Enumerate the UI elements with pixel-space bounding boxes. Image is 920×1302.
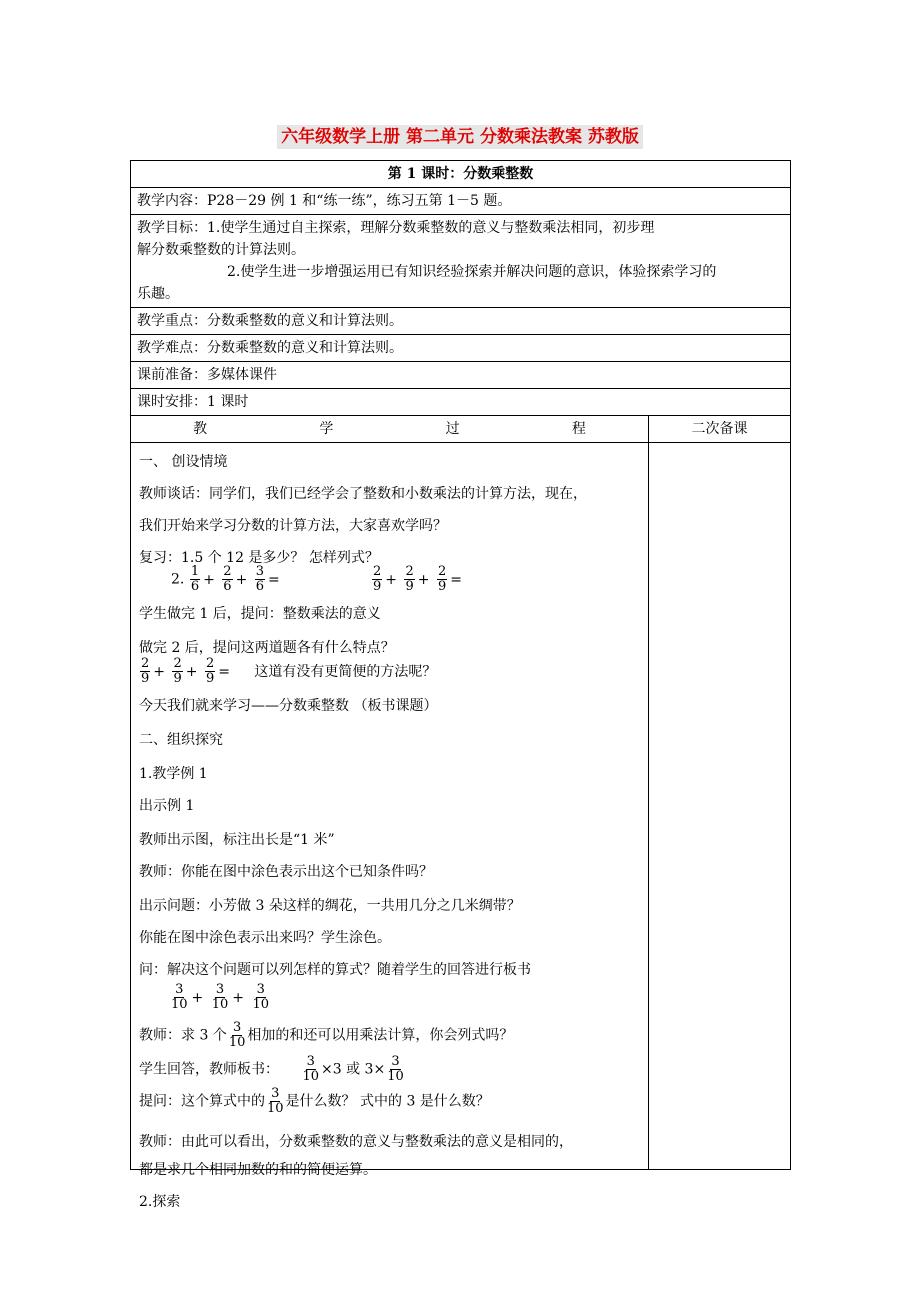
- teaching-content: 教学内容：P28－29 例 1 和“练一练”，练习五第 1－5 题。: [131, 188, 791, 215]
- second-prep-body: [649, 443, 791, 1170]
- section-1: 一、 创设情境: [139, 454, 228, 470]
- review-2-fractions: 2. $\frac{1}{6}$ + $\frac{2}{6}$ + $\frac{3}{6}$ =: [171, 564, 280, 594]
- section-2: 二、组织探究: [139, 732, 223, 748]
- key-point: 教学重点：分数乘整数的意义和计算法则。: [131, 308, 791, 335]
- preparation: 课前准备：多媒体课件: [131, 362, 791, 389]
- teaching-goals: 教学目标：1.使学生通过自主探索，理解分数乘整数的意义与整数乘法相同，初步理 解分数乘整数的计算法则。 2.使学生进一步增强运用已有知识经验探索并解决问题的意识，体验探索学习的 乐趣。: [131, 215, 791, 308]
- review-2-fractions-b: $\frac{2}{9}$ + $\frac{2}{9}$ + $\frac{2}{9}$ =: [373, 564, 462, 594]
- process-body: 一、 创设情境 教师谈话：同学们，我们已经学会了整数和小数乘法的计算方法，现在， 我们开始来学习分数的计算方法，大家喜欢学吗？ 复习：1.5 个 12 是多少？ 怎样列式？ 2. $\frac{1}{6}$ + $\frac{2}{6}$ + $\frac{3}{6}$ = $\frac{2}{9}$ + $\frac{2}{9}$ + $\frac{2}{9}$ = 学生做完 1 后，提问：整数乘法的意义 做完 2 后，提问这两道题各有什么特点？ $\frac{2}{9}$ + $\frac{2}{9}$ + $\frac{2}{9}$ = 这道有没有更简便的方法呢？ 今天我们就来学习——分数乘整数 （板书课题） 二、组织探究 1.教学例 1 出示例 1 教师出示图，标注出长是“1 米” 教师：你能在图中涂色表示出这个已知条件吗？ 出示问题：小芳做 3 朵这样的绸花，一共用几分之几米绸带？ 你能在图中涂色表示出来吗？学生涂色。 问：解决这个问题可以列怎样的算式？随着学生的回答进行板书 $\frac{3}{10}$ + $\frac{3}{10}$ + $\frac{3}{10}$ 教师：求 3 个 $\frac{3}{10}$ 相加的和还可以用乘法计算，你会列式吗？ 学生回答，教师板书： $\frac{3}{10}$ ×3 或 3× $\frac{3}{10}$ 提问：这个算式中的 $\frac{3}{10}$ 是什么数？ 式中的 3 是什么数？ 教师：由此可以看出，分数乘整数的意义与整数乘法的意义是相同的， 都是求几个相同加数的和的简便运算。 2.探索: [131, 443, 649, 1170]
- difficulty: 教学难点：分数乘整数的意义和计算法则。: [131, 335, 791, 362]
- second-prep-header: 二次备课: [649, 416, 791, 443]
- document-title: 六年级数学上册 第二单元 分数乘法教案 苏教版: [0, 122, 920, 147]
- lesson-title: 第 1 课时：分数乘整数: [131, 161, 791, 188]
- lesson-plan-table: [130, 160, 791, 1210]
- process-header: 教 学 过 程: [131, 416, 649, 443]
- simpler-question: $\frac{2}{9}$ + $\frac{2}{9}$ + $\frac{2}{9}$ = 这道有没有更简便的方法呢？: [141, 656, 437, 686]
- schedule: 课时安排：1 课时: [131, 389, 791, 416]
- sum-of-fractions: $\frac{3}{10}$ + $\frac{3}{10}$ + $\frac{3}{10}$: [171, 982, 270, 1012]
